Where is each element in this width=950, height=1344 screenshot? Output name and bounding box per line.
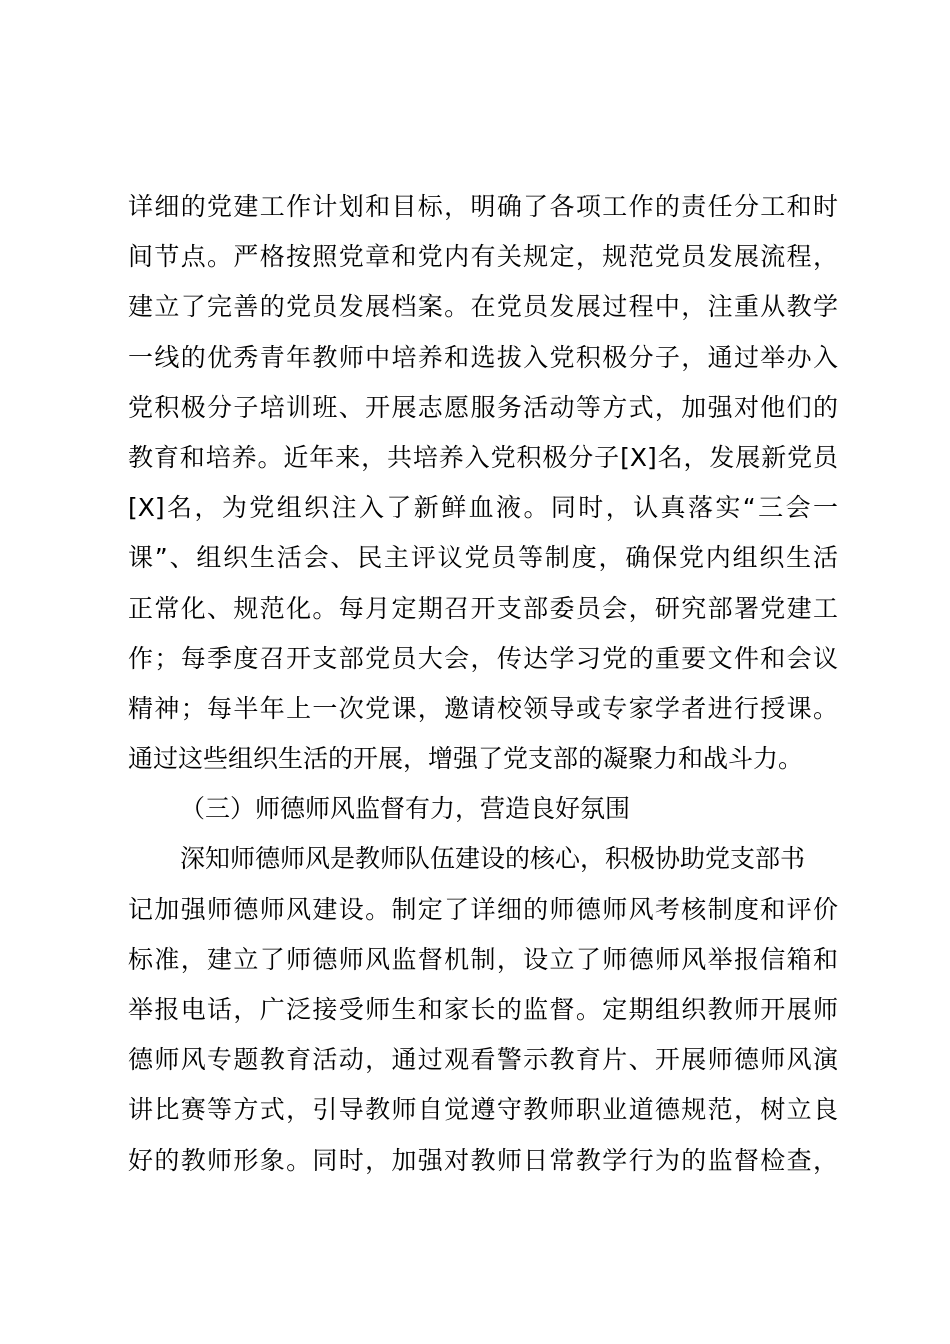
paragraph-line: 教育和培养。近年来，共培养入党积极分子[X]名，发展新党员 [128, 442, 838, 472]
paragraph-line: 通过这些组织生活的开展，增强了党支部的凝聚力和战斗力。 [128, 744, 804, 774]
paragraph-line: 好的教师形象。同时，加强对教师日常教学行为的监督检查， [128, 1145, 838, 1175]
paragraph-line: 德师风专题教育活动，通过观看警示教育片、开展师德师风演 [128, 1045, 838, 1075]
paragraph-line: 一线的优秀青年教师中培养和选拔入党积极分子，通过举办入 [128, 342, 838, 372]
paragraph-line: 记加强师德师风建设。制定了详细的师德师风考核制度和评价 [128, 894, 838, 924]
section-heading: （三）师德师风监督有力，营造良好氛围 [180, 794, 631, 824]
paragraph-line: 建立了完善的党员发展档案。在党员发展过程中，注重从教学 [128, 292, 838, 322]
body-text [128, 182, 838, 1186]
paragraph-line: 标准，建立了师德师风监督机制，设立了师德师风举报信箱和 [128, 944, 838, 974]
paragraph-line: 正常化、规范化。每月定期召开支部委员会，研究部署党建工 [128, 593, 838, 623]
paragraph-line: 精神；每半年上一次党课，邀请校领导或专家学者进行授课。 [128, 693, 838, 723]
paragraph-line: 课”、组织生活会、民主评议党员等制度，确保党内组织生活 [128, 543, 838, 573]
paragraph-line: 深知师德师风是教师队伍建设的核心，积极协助党支部书 [180, 844, 806, 874]
paragraph-line: 举报电话，广泛接受师生和家长的监督。定期组织教师开展师 [128, 995, 838, 1024]
paragraph-line: 党积极分子培训班、开展志愿服务活动等方式，加强对他们的 [128, 392, 838, 422]
paragraph-line: 作；每季度召开支部党员大会，传达学习党的重要文件和会议 [128, 643, 838, 673]
paragraph-line: 讲比赛等方式，引导教师自觉遵守教师职业道德规范，树立良 [128, 1095, 838, 1125]
paragraph-line: 详细的党建工作计划和目标，明确了各项工作的责任分工和时 [128, 192, 838, 221]
paragraph-line: 间节点。严格按照党章和党内有关规定，规范党员发展流程， [128, 242, 838, 272]
paragraph-line: [X]名，为党组织注入了新鲜血液。同时，认真落实“三会一 [128, 493, 838, 523]
